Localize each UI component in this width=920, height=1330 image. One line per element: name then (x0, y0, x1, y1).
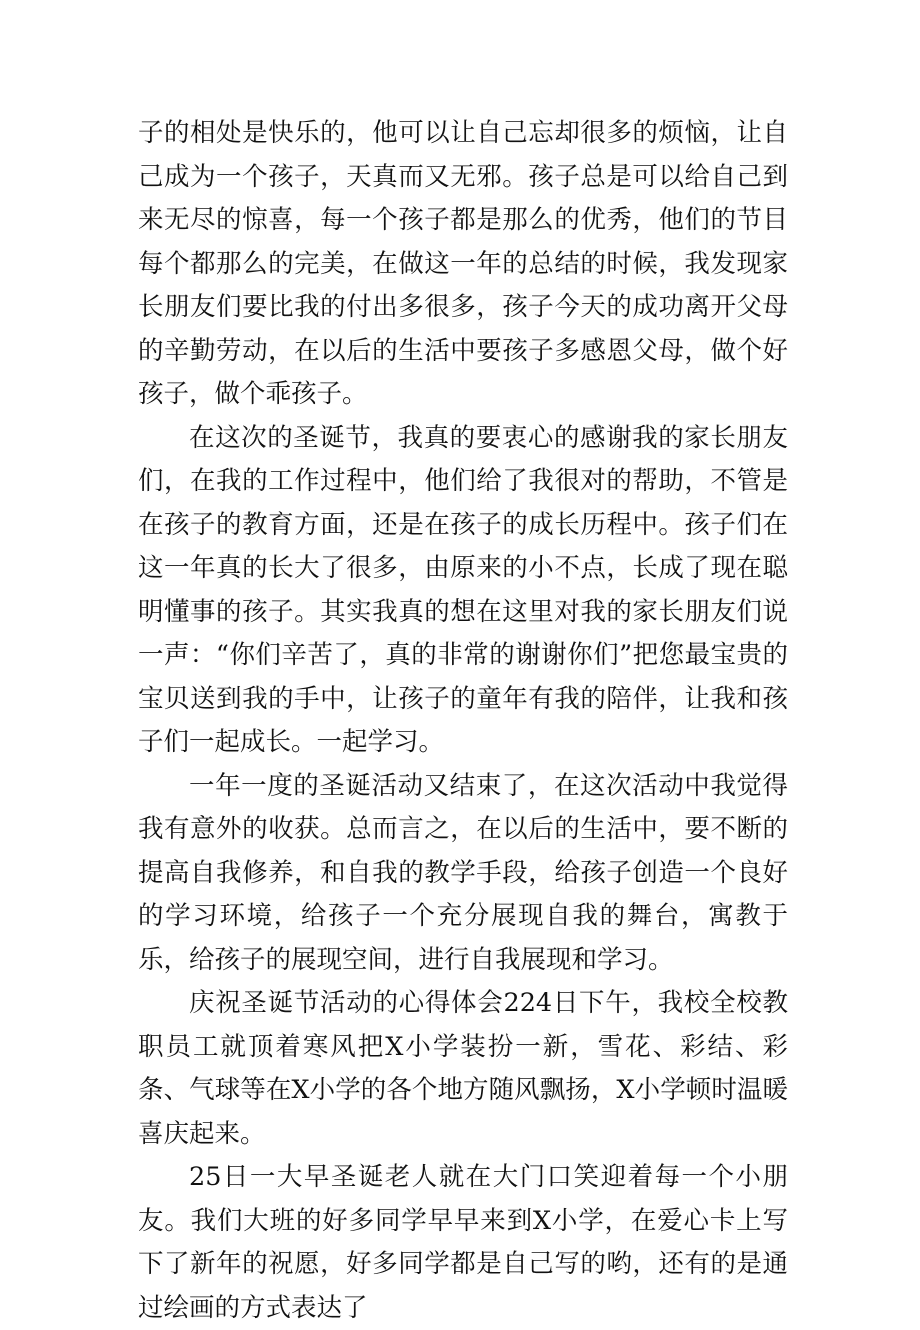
paragraph-1: 子的相处是快乐的，他可以让自己忘却很多的烦恼，让自己成为一个孩子，天真而又无邪。孩子总是可以给自己到来无尽的惊喜，每一个孩子都是那么的优秀，他们的节目每个都那么的完美，在做这一年的总结的时候，我发现家长朋友们要比我的付出多很多，孩子今天的成功离开父母的辛勤劳动，在以后的生活中要孩子多感恩父母，做个好孩子，做个乖孩子。 (138, 118, 788, 409)
document-body (138, 112, 788, 1330)
paragraph-3: 一年一度的圣诞活动又结束了，在这次活动中我觉得我有意外的收获。总而言之，在以后的生活中，要不断的提高自我修养，和自我的教学手段，给孩子创造一个良好的学习环境，给孩子一个充分展现自我的舞台，寓教于乐，给孩子的展现空间，进行自我展现和学习。 (138, 770, 788, 975)
paragraph-2: 在这次的圣诞节，我真的要衷心的感谢我的家长朋友们，在我的工作过程中，他们给了我很对的帮助，不管是在孩子的教育方面，还是在孩子的成长历程中。孩子们在这一年真的长大了很多，由原来的小不点，长成了现在聪明懂事的孩子。其实我真的想在这里对我的家长朋友们说一声：“你们辛苦了，真的非常的谢谢你们”把您最宝贵的宝贝送到我的手中，让孩子的童年有我的陪伴，让我和孩子们一起成长。一起学习。 (138, 422, 788, 757)
paragraph-4: 庆祝圣诞节活动的心得体会224日下午，我校全校教职员工就顶着寒风把X小学装扮一新，雪花、彩结、彩条、气球等在X小学的各个地方随风飘扬，X小学顿时温暖喜庆起来。 (138, 988, 788, 1149)
paragraph-5: 25日一大早圣诞老人就在大门口笑迎着每一个小朋友。我们大班的好多同学早早来到X小学，在爱心卡上写下了新年的祝愿，好多同学都是自己写的哟，还有的是通过绘画的方式表达了 (138, 1162, 788, 1323)
